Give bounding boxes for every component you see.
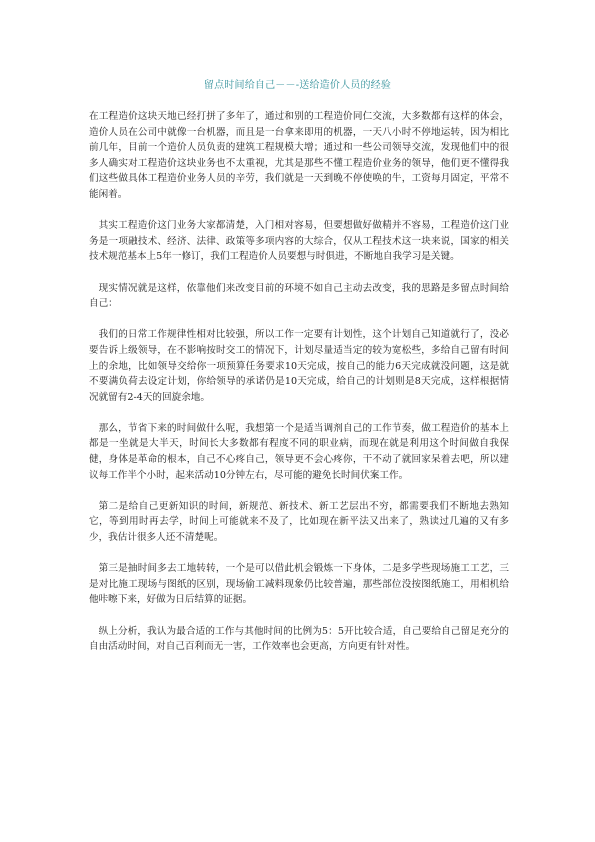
paragraph-1: 在工程造价这块天地已经打拼了多年了，通过和别的工程造价同仁交流，大多数都有这样的体会，造价人员在公司中就像一台机器，而且是一台拿来即用的机器，一天八小时不停地运转，因为相比前几年，目前一个造价人员负责的建筑工程规模大增；通过和一些公司领导交流，发现他们中的很多人确实对工程造价这块业务也不太重视，尤其是那些不懂工程造价业务的领导，他们更不懂得我们这些做具体工程造价业务人员的辛劳，我们就是一天到晚不停使唤的牛，工资每月固定，平常不能闲着。 — [89, 111, 509, 200]
paragraph-2: 其实工程造价这门业务大家都清楚，入门相对容易，但要想做好做精并不容易，工程造价这门业务是一项融技术、经济、法律、政策等多项内容的大综合，仅从工程技术这一块来说，国家的相关技术规范基本上5年一修订，我们工程造价人员要想与时俱进，不断地自我学习是关键。 — [89, 220, 509, 263]
paragraph-7: 第三是抽时间多去工地转转，一个是可以借此机会锻炼一下身体，二是多学些现场施工工艺，三是对比施工现场与图纸的区别，现场偷工减料现象仍比较普遍，那些部位没按图纸施工，用相机给他咔嚓下来，好做为日后结算的证据。 — [89, 563, 509, 606]
document-body — [89, 109, 509, 670]
paragraph-8: 纵上分析，我认为最合适的工作与其他时间的比例为5：5开比较合适，自己要给自己留足充分的自由活动时间，对自己百利而无一害，工作效率也会更高，方向更有针对性。 — [89, 625, 509, 653]
paragraph-4: 我们的日常工作规律性相对比较强，所以工作一定要有计划性，这个计划自己知道就行了，没必要告诉上级领导，在不影响按时交工的情况下，计划尽量适当定的较为宽松些，多给自己留有时间上的余地，比如领导交给你一项预算任务要求10天完成，按自己的能力6天完成就没问题，这是就不要满负荷去设定计划，你给领导的承诺仍是10天完成，给自己的计划则是8天完成，这样根据情况就留有2-4天的回旋余地。 — [89, 329, 509, 403]
paragraph-3: 现实情况就是这样，依靠他们来改变目前的环境不如自己主动去改变，我的思路是多留点时间给自己： — [89, 282, 509, 310]
paragraph-5: 那么，节省下来的时间做什么呢，我想第一个是适当调剂自己的工作节奏，做工程造价的基本上都是一坐就是大半天，时间长大多数都有程度不同的职业病，而现在就是利用这个时间做自我保健，身体是革命的根本，自己不心疼自己，领导更不会心疼你，干不动了就回家呆着去吧，所以建议每工作半个小时，起来活动10分钟左右，尽可能的避免长时间伏案工作。 — [89, 422, 509, 481]
document-title: 留点时间给自己－－-送给造价人员的经验 — [203, 80, 392, 91]
paragraph-6: 第二是给自己更新知识的时间，新规范、新技术、新工艺层出不穷，都需要我们不断地去熟知它，等到用时再去学，时间上可能就来不及了，比如现在新平法又出来了，熟读过几遍的又有多少，我估计很多人还不清楚呢。 — [89, 500, 509, 544]
